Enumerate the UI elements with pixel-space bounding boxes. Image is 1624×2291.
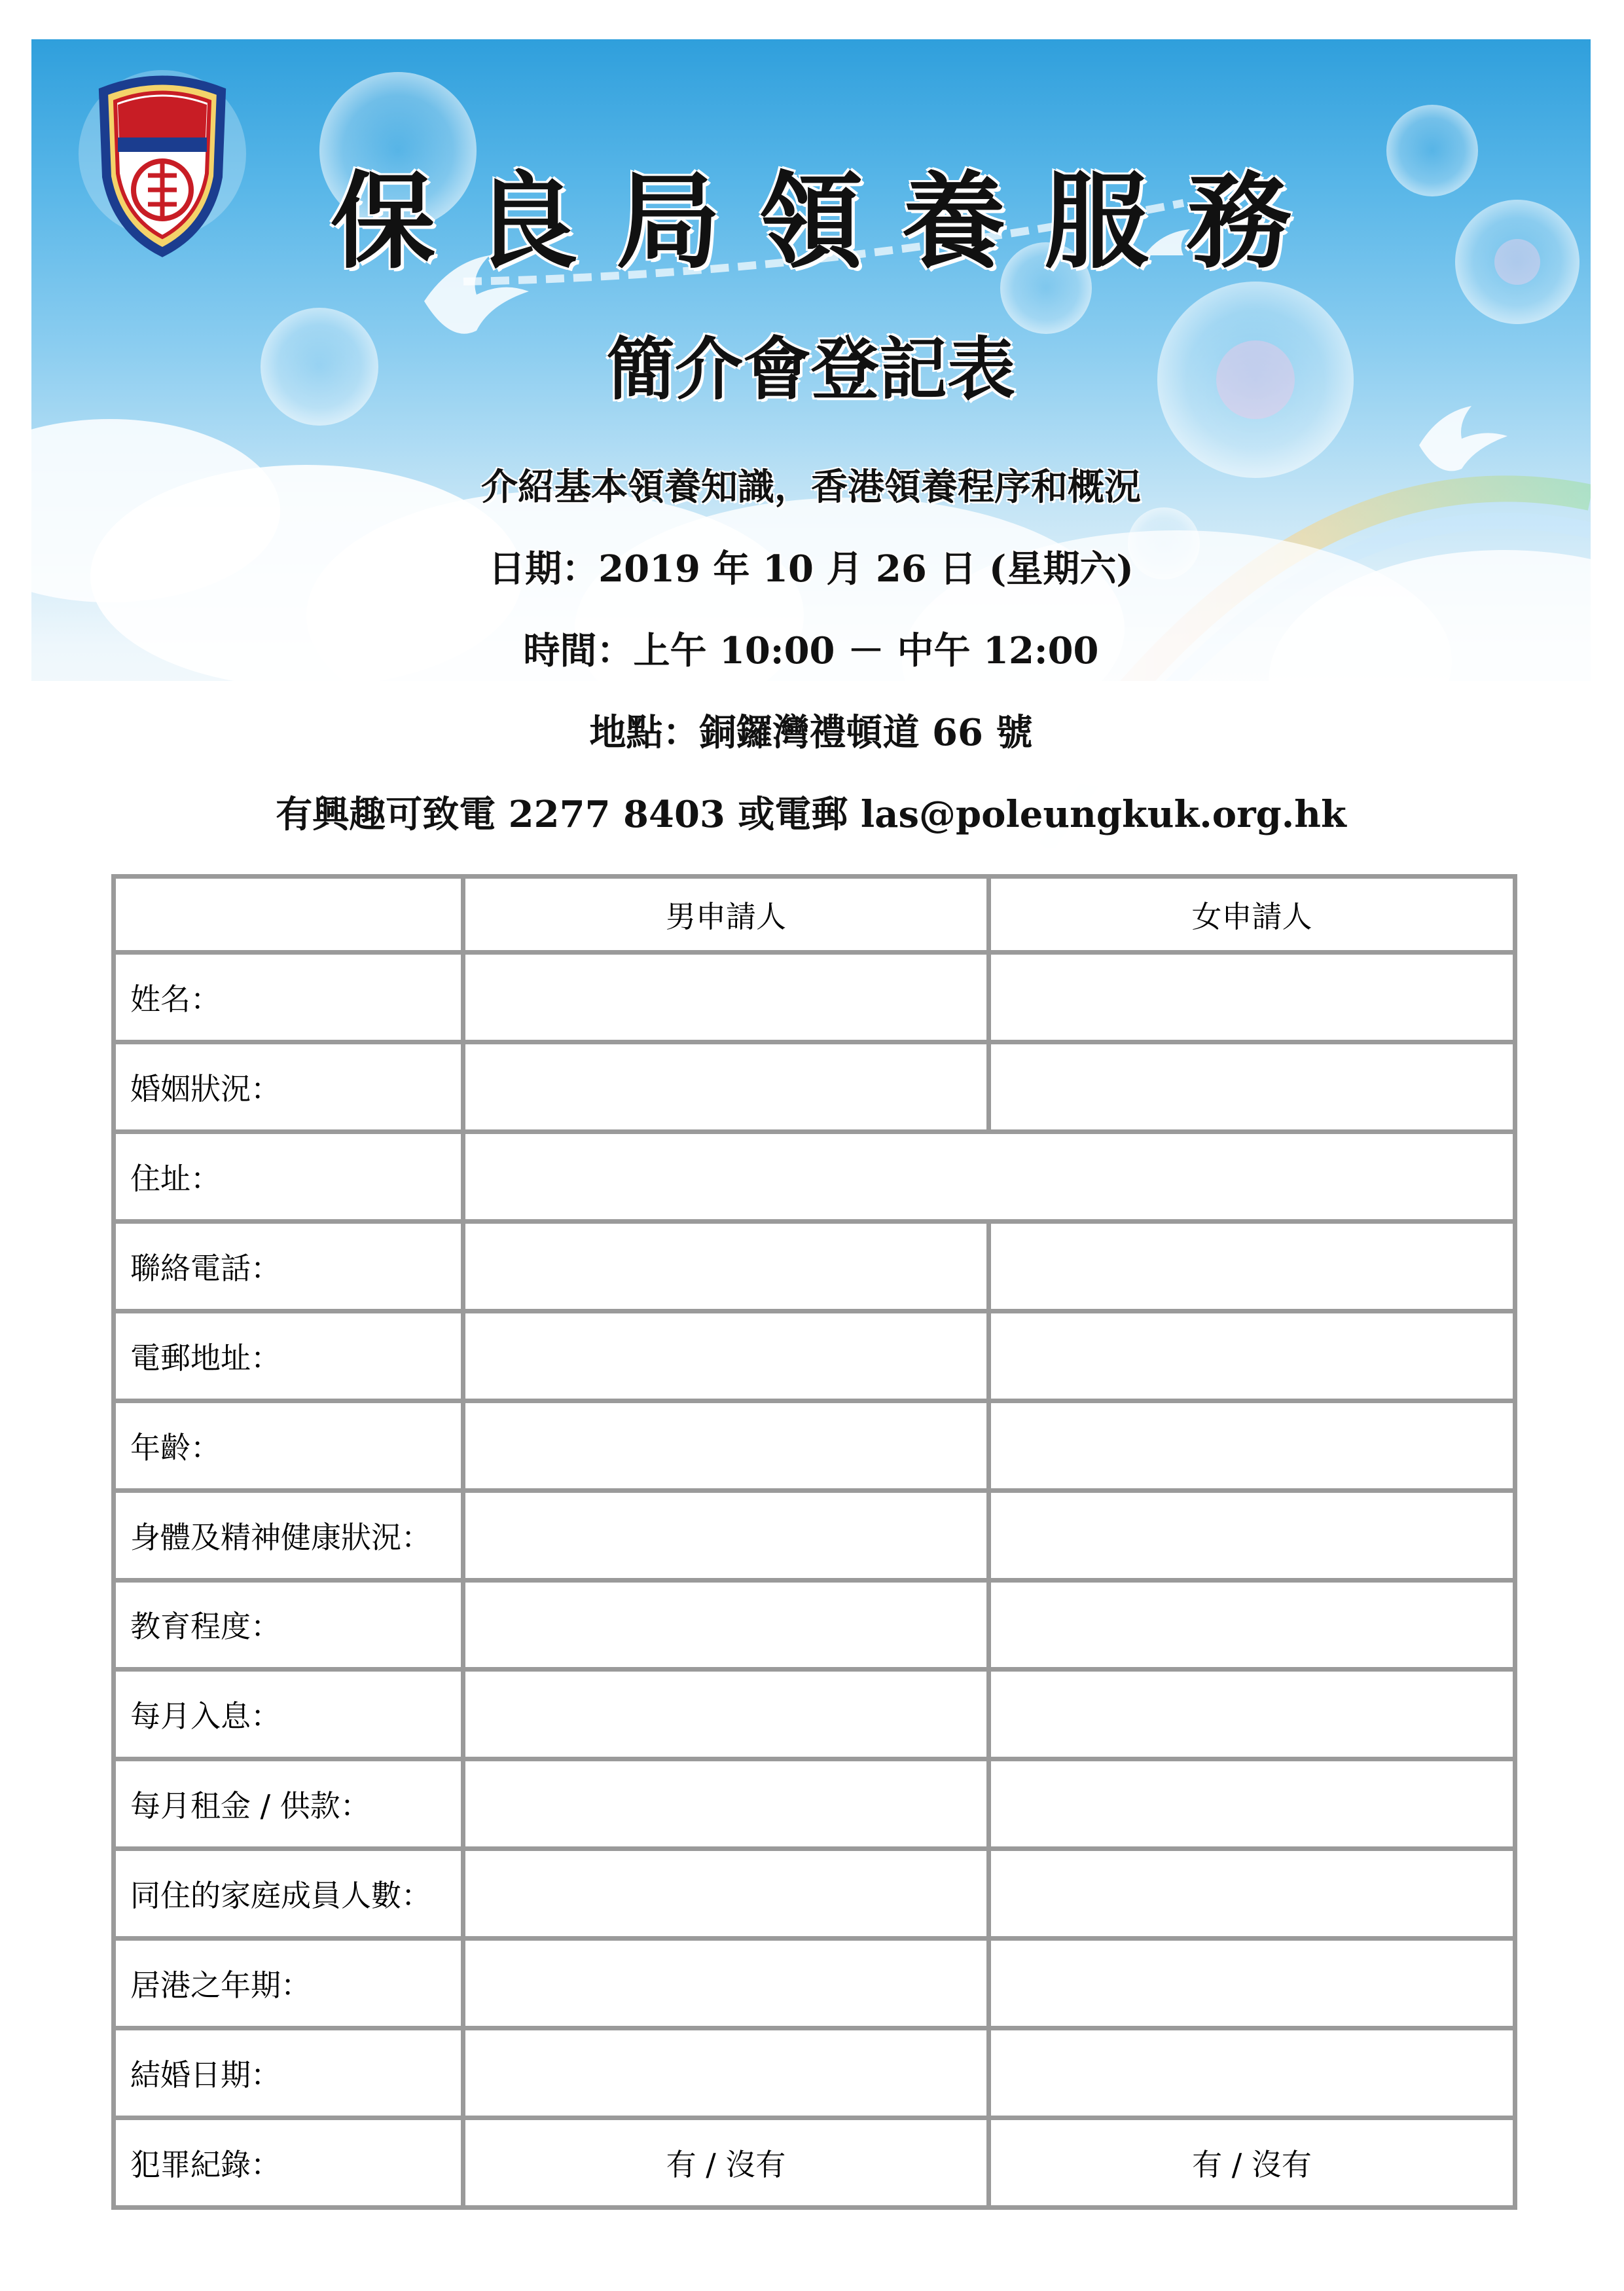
row-address: [114, 1131, 1515, 1221]
female-household-field[interactable]: [989, 1849, 1515, 1939]
label-education: 教育程度：: [114, 1580, 463, 1670]
male-criminal-record-choice[interactable]: 有 / 沒有: [463, 2117, 989, 2207]
row-age: [114, 1401, 1515, 1490]
male-marital-status-field[interactable]: [463, 1042, 989, 1132]
label-health: 身體及精神健康狀況：: [114, 1490, 463, 1580]
male-email-field[interactable]: [463, 1311, 989, 1401]
address-field[interactable]: [463, 1131, 1515, 1221]
male-marriage-date-field[interactable]: [463, 2028, 989, 2118]
label-marriage-date: 結婚日期：: [114, 2028, 463, 2118]
male-name-field[interactable]: [463, 953, 989, 1042]
header-banner: [31, 39, 1591, 848]
male-education-field[interactable]: [463, 1580, 989, 1670]
female-rent-field[interactable]: [989, 1759, 1515, 1849]
male-income-field[interactable]: [463, 1670, 989, 1759]
label-years-in-hk: 居港之年期：: [114, 1939, 463, 2028]
event-location: 地點：銅鑼灣禮頓道 66 號: [589, 711, 1033, 754]
row-marriage-date: [114, 2028, 1515, 2118]
male-years-field[interactable]: [463, 1939, 989, 2028]
row-education: [114, 1580, 1515, 1670]
contact-info: 有興趣可致電 2277 8403 或電郵 las@poleungkuk.org.hk: [276, 793, 1346, 836]
label-rent: 每月租金 / 供款：: [114, 1759, 463, 1849]
registration-form-table: [111, 874, 1517, 2210]
label-monthly-income: 每月入息：: [114, 1670, 463, 1759]
row-rent: [114, 1759, 1515, 1849]
row-household-size: [114, 1849, 1515, 1939]
row-phone: [114, 1221, 1515, 1311]
label-name: 姓名：: [114, 953, 463, 1042]
label-criminal-record: 犯罪紀錄：: [114, 2117, 463, 2207]
table-header-row: [114, 877, 1515, 953]
male-age-field[interactable]: [463, 1401, 989, 1490]
male-rent-field[interactable]: [463, 1759, 989, 1849]
female-phone-field[interactable]: [989, 1221, 1515, 1311]
row-health: [114, 1490, 1515, 1580]
header-male-applicant: 男申請人: [463, 877, 989, 953]
male-household-field[interactable]: [463, 1849, 989, 1939]
female-health-field[interactable]: [989, 1490, 1515, 1580]
row-email: [114, 1311, 1515, 1401]
female-income-field[interactable]: [989, 1670, 1515, 1759]
event-date: 日期：2019 年 10 月 26 日 (星期六): [488, 547, 1134, 591]
female-name-field[interactable]: [989, 953, 1515, 1042]
male-health-field[interactable]: [463, 1490, 989, 1580]
label-phone: 聯絡電話：: [114, 1221, 463, 1311]
row-criminal-record: [114, 2117, 1515, 2207]
female-age-field[interactable]: [989, 1401, 1515, 1490]
row-name: [114, 953, 1515, 1042]
label-marital-status: 婚姻狀況：: [114, 1042, 463, 1132]
label-address: 住址：: [114, 1131, 463, 1221]
page-title: 保良局領養服務: [330, 160, 1329, 283]
form-subtitle: 簡介會登記表: [606, 329, 1015, 409]
label-email: 電郵地址：: [114, 1311, 463, 1401]
female-education-field[interactable]: [989, 1580, 1515, 1670]
male-phone-field[interactable]: [463, 1221, 989, 1311]
female-marriage-date-field[interactable]: [989, 2028, 1515, 2118]
row-marital-status: [114, 1042, 1515, 1132]
event-time: 時間：上午 10:00 － 中午 12:00: [523, 629, 1099, 672]
row-monthly-income: [114, 1670, 1515, 1759]
header-female-applicant: 女申請人: [989, 877, 1515, 953]
female-criminal-record-choice[interactable]: 有 / 沒有: [989, 2117, 1515, 2207]
female-marital-status-field[interactable]: [989, 1042, 1515, 1132]
female-years-field[interactable]: [989, 1939, 1515, 2028]
row-years-in-hk: [114, 1939, 1515, 2028]
female-email-field[interactable]: [989, 1311, 1515, 1401]
label-age: 年齡：: [114, 1401, 463, 1490]
header-cell-blank: [114, 877, 463, 953]
label-household-size: 同住的家庭成員人數：: [114, 1849, 463, 1939]
event-description: 介紹基本領養知識，香港領養程序和概況: [481, 466, 1141, 509]
